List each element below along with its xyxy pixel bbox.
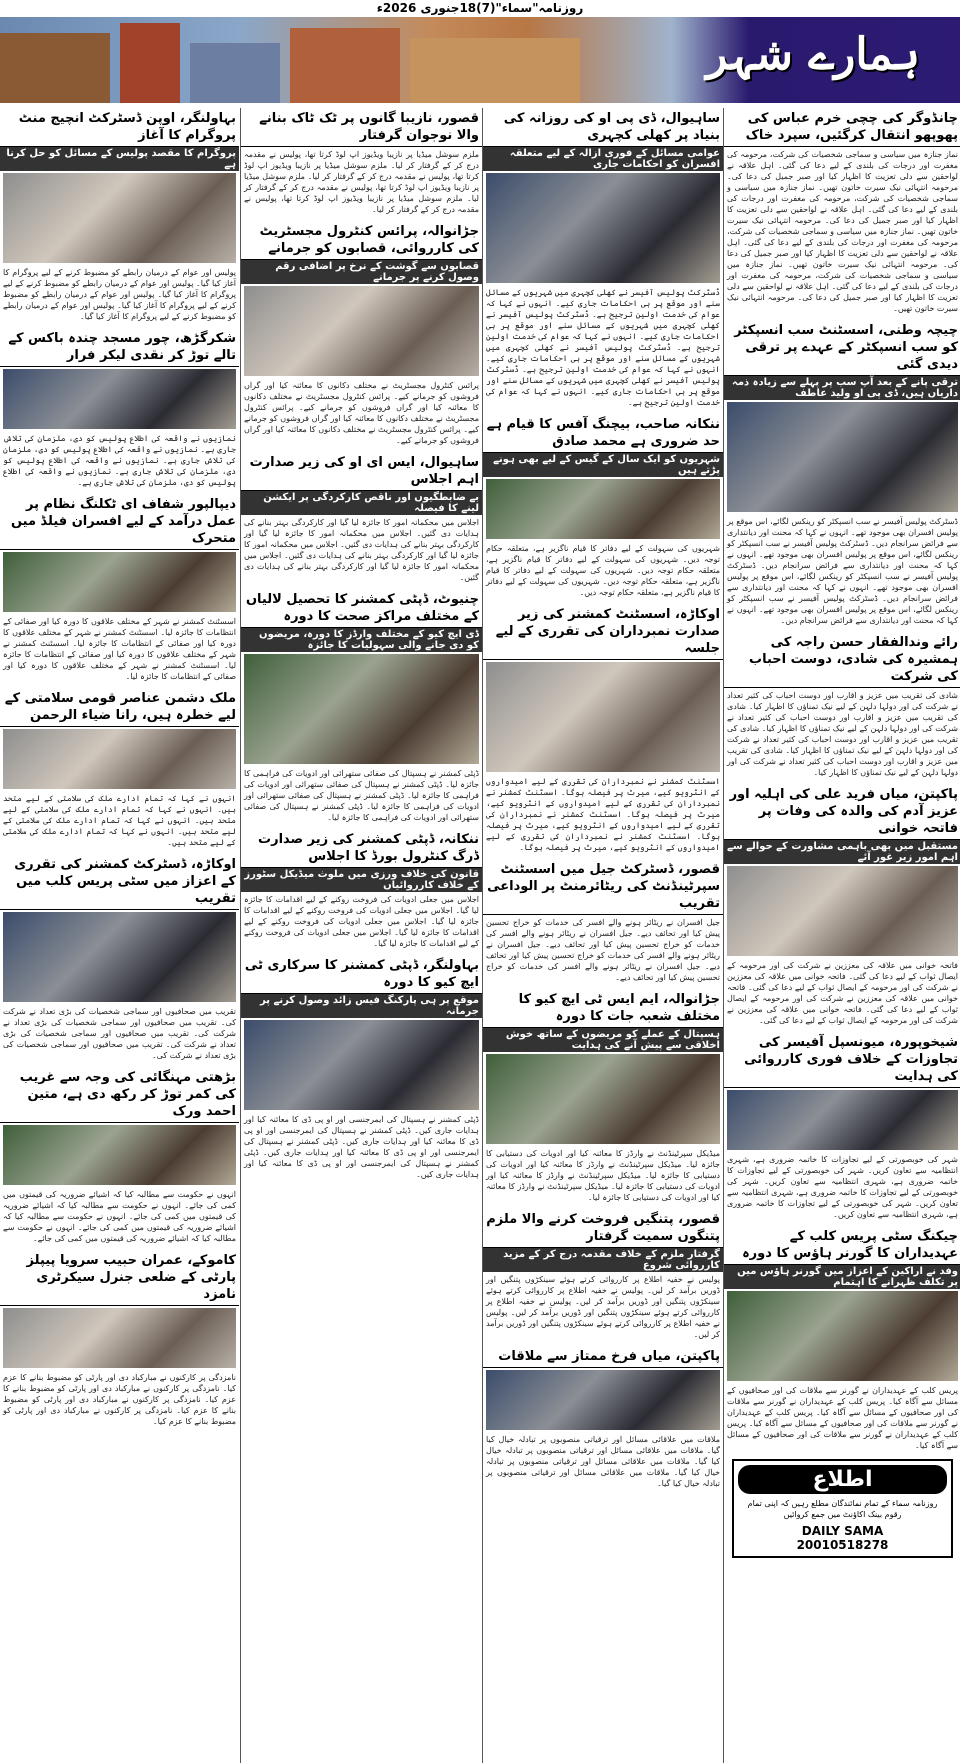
banner-palace-image xyxy=(410,38,580,103)
news-story xyxy=(241,955,482,1182)
story-body: انہوں نے کہا کہ تمام ادارے ملک کی سلامتی کے لیے متحد ہیں۔ انہوں نے کہا کہ تمام ادارے ملک کی سلامتی کے لیے متحد ہیں۔ انہوں نے کہا کہ تمام ادارے ملک کی سلامتی کے لیے متحد ہیں۔ انہوں نے کہا کہ تمام ادارے ملک کی سلامتی کے لیے متحد ہیں۔ xyxy=(3,794,236,847)
news-story xyxy=(241,829,482,951)
news-story xyxy=(241,221,482,448)
story-headline: پاکپتن، میاں فرید علی کی اہلیہ اور عزیز آدم کی والدہ کی وفات پر فاتحہ خوانی xyxy=(724,784,960,840)
news-story xyxy=(0,494,239,684)
story-headline: دیپالپور شفاف ای ٹکلنگ نظام پر عمل درآمد کے لیے افسران فیلڈ میں متحرک xyxy=(0,494,239,550)
story-subheadline: بے ضابطگیوں اور ناقص کارکردگی پر ایکشن لینے کا فیصلہ xyxy=(241,491,482,515)
story-body: اسسٹنٹ کمشنر نے شہر کے مختلف علاقوں کا دورہ کیا اور صفائی کے انتظامات کا جائزہ لیا۔ اسسٹنٹ کمشنر نے شہر کے مختلف علاقوں کا دورہ کیا اور صفائی کے انتظامات کا جائزہ لیا۔ اسسٹنٹ کمشنر نے شہر کے مختلف علاقوں کا دورہ کیا اور صفائی کے انتظامات کا جائزہ لیا۔ اسسٹنٹ کمشنر نے شہر کے مختلف علاقوں کا دورہ کیا اور صفائی کے انتظامات کا جائزہ لیا۔ xyxy=(3,617,236,681)
story-photo xyxy=(244,1020,479,1110)
story-photo xyxy=(486,662,720,772)
story-photo xyxy=(486,479,720,539)
story-photo xyxy=(3,912,236,1002)
notice-body: روزنامہ سماء کے تمام نمائندگان مطلع رہیں کہ اپنی تمام رقوم بینک اکاؤنٹ میں جمع کروائیں xyxy=(747,1499,938,1519)
story-photo xyxy=(486,173,720,283)
story-body: ڈپٹی کمشنر نے ہسپتال کی ایمرجنسی اور او پی ڈی کا معائنہ کیا اور ہدایات جاری کیں۔ ڈپٹی کمشنر نے ہسپتال کی ایمرجنسی اور او پی ڈی کا معائنہ کیا اور ہدایات جاری کیں۔ ڈپٹی کمشنر نے ہسپتال کی ایمرجنسی اور او پی ڈی کا معائنہ کیا اور ہدایات جاری کیں۔ ڈپٹی کمشنر نے ہسپتال کی ایمرجنسی اور او پی ڈی کا معائنہ کیا اور ہدایات جاری کیں۔ xyxy=(244,1115,479,1179)
story-photo xyxy=(3,173,236,263)
story-subheadline: گرفتار ملزم کے خلاف مقدمہ درج کر کے مزید کارروائی شروع xyxy=(483,1248,723,1272)
story-headline: ساہیوال، ایس ای او کی زیر صدارت اہم اجلاس xyxy=(241,452,482,491)
news-story xyxy=(483,1209,723,1342)
story-subheadline: شہریوں کو ایک سال کے گیس کے لیے بھی ہونے پڑتے ہیں xyxy=(483,453,723,477)
story-headline: اوکاڑہ، اسسٹنٹ کمشنر کی زیر صدارت نمبرداران کی تقرری کے لیے جلسہ xyxy=(483,604,723,660)
news-story xyxy=(483,1346,723,1491)
story-headline: بڑھتی مہنگائی کی وجہ سے غریب کی کمر توڑ کر رکھ دی ہے، متین احمد ورک xyxy=(0,1067,239,1123)
story-headline: ننکانہ، ڈپٹی کمشنر کی زیر صدارت ڈرگ کنٹرول بورڈ کا اجلاس xyxy=(241,829,482,868)
story-headline: قصور، ڈسٹرکٹ جیل میں اسسٹنٹ سپرٹینڈنٹ کی ریٹائرمنٹ پر الوداعی تقریب xyxy=(483,859,723,915)
notice-account: 20010518278 xyxy=(796,1538,889,1552)
story-headline: جڑانوالہ، پرائس کنٹرول مجسٹریٹ کی کارروائی، قصابوں کو جرمانے xyxy=(241,221,482,260)
story-photo xyxy=(3,1308,236,1368)
news-story xyxy=(483,859,723,985)
news-story xyxy=(724,1226,960,1453)
story-headline: چانڈوگر کی چچی خرم عباس کی پھوپھو انتقال کرگئیں، سپرد خاک xyxy=(724,108,960,147)
story-body: پریس کلب کے عہدیداران نے گورنر سے ملاقات کی اور صحافیوں کے مسائل سے آگاہ کیا۔ پریس کلب کے عہدیداران نے گورنر سے ملاقات کی اور صحافیوں کے مسائل سے آگاہ کیا۔ پریس کلب کے عہدیداران نے گورنر سے ملاقات کی اور صحافیوں کے مسائل سے آگاہ کیا۔ پریس کلب کے عہدیداران نے گورنر سے ملاقات کی اور صحافیوں کے مسائل سے آگاہ کیا۔ xyxy=(727,1386,958,1450)
banner-tower-image xyxy=(120,23,180,103)
story-headline: پاکپتن، میاں فرخ ممتاز سے ملاقات xyxy=(483,1346,723,1368)
story-body: پرائس کنٹرول مجسٹریٹ نے مختلف دکانوں کا معائنہ کیا اور گراں فروشوں کو جرمانے کیے۔ پرائس کنٹرول مجسٹریٹ نے مختلف دکانوں کا معائنہ کیا اور گراں فروشوں کو جرمانے کیے۔ پرائس کنٹرول مجسٹریٹ نے مختلف دکانوں کا معائنہ کیا اور گراں فروشوں کو جرمانے کیے۔ پرائس کنٹرول مجسٹریٹ نے مختلف دکانوں کا معائنہ کیا اور گراں فروشوں کو جرمانے کیے۔ xyxy=(244,381,479,445)
story-body: نماز جنازہ میں سیاسی و سماجی شخصیات کی شرکت، مرحومہ کی مغفرت اور درجات کی بلندی کے لیے دعا کی گئی۔ اہل علاقہ نے لواحقین سے دلی تعزیت کا اظہار کیا اور صبر جمیل کی دعا کی۔ مرحومہ انتہائی نیک سیرت خاتون تھیں۔ نماز جنازہ میں سیاسی و سماجی شخصیات کی شرکت، مرحومہ کی مغفرت اور درجات کی بلندی کے لیے دعا کی گئی۔ اہل علاقہ نے لواحقین سے دلی تعزیت کا اظہار کیا اور صبر جمیل کی دعا کی۔ مرحومہ انتہائی نیک سیرت خاتون تھیں۔ نماز جنازہ میں سیاسی و سماجی شخصیات کی شرکت، مرحومہ کی مغفرت اور درجات کی بلندی کے لیے دعا کی گئی۔ اہل علاقہ نے لواحقین سے دلی تعزیت کا اظہار کیا اور صبر جمیل کی دعا کی۔ مرحومہ انتہائی نیک سیرت خاتون تھیں۔ نماز جنازہ میں سیاسی و سماجی شخصیات کی شرکت، مرحومہ کی مغفرت اور درجات کی بلندی کے لیے دعا کی گئی۔ اہل علاقہ نے لواحقین سے دلی تعزیت کا اظہار کیا اور صبر جمیل کی دعا کی۔ مرحومہ انتہائی نیک سیرت خاتون تھیں۔ xyxy=(727,150,958,313)
story-headline: ملک دشمن عناصر قومی سلامتی کے لیے خطرہ ہیں، رانا ضیاء الرحمن xyxy=(0,688,239,727)
news-story xyxy=(0,854,239,1063)
section-banner xyxy=(0,17,960,103)
column-3 xyxy=(240,108,482,1763)
story-subheadline: قانون کی خلاف ورزی میں ملوث میڈیکل سٹورز کے خلاف کارروائیاں xyxy=(241,868,482,892)
news-story xyxy=(0,108,239,324)
news-story xyxy=(724,632,960,780)
column-1 xyxy=(723,108,960,1763)
story-photo xyxy=(727,866,958,956)
story-photo xyxy=(244,654,479,764)
story-body: ڈپٹی کمشنر نے ہسپتال کی صفائی ستھرائی اور ادویات کی فراہمی کا جائزہ لیا۔ ڈپٹی کمشنر نے ہسپتال کی صفائی ستھرائی اور ادویات کی فراہمی کا جائزہ لیا۔ ڈپٹی کمشنر نے ہسپتال کی صفائی ستھرائی اور ادویات کی فراہمی کا جائزہ لیا۔ ڈپٹی کمشنر نے ہسپتال کی صفائی ستھرائی اور ادویات کی فراہمی کا جائزہ لیا۔ xyxy=(244,769,479,822)
banner-building-image xyxy=(0,33,110,103)
story-headline: بہاولنگر، ڈپٹی کمشنر کا سرکاری ٹی ایچ کیو کا دورہ xyxy=(241,955,482,994)
news-story xyxy=(483,108,723,410)
story-headline: رائے وندالفقار حسن راجہ کی ہمشیرہ کی شادی، دوست احباب کی شرکت xyxy=(724,632,960,688)
story-photo xyxy=(3,369,236,429)
story-subheadline: ڈی ایچ کیو کے مختلف وارڈز کا دورہ، مریضوں کو دی جانے والی سہولیات کا جائزہ xyxy=(241,628,482,652)
news-story xyxy=(241,452,482,585)
story-headline: شیخوپورہ، میونسپل آفیسر کی تجاوزات کے خلاف فوری کارروائی کی ہدایت xyxy=(724,1032,960,1088)
story-headline: چیکنگ سٹی پریس کلب کے عہدیداران کا گورنر ہاؤس کا دورہ xyxy=(724,1226,960,1265)
news-story xyxy=(724,320,960,628)
news-story xyxy=(483,414,723,600)
story-body: پولیس اور عوام کے درمیان رابطے کو مضبوط کرنے کے لیے پروگرام کا آغاز کیا گیا۔ پولیس اور عوام کے درمیان رابطے کو مضبوط کرنے کے لیے پروگرام کا آغاز کیا گیا۔ پولیس اور عوام کے درمیان رابطے کو مضبوط کرنے کے لیے پروگرام کا آغاز کیا گیا۔ پولیس اور عوام کے درمیان رابطے کو مضبوط کرنے کے لیے پروگرام کا آغاز کیا گیا۔ xyxy=(3,268,236,321)
banner-fort-image xyxy=(290,28,400,103)
story-headline: قصور، پتنگیں فروخت کرنے والا ملزم پتنگوں سمیت گرفتار xyxy=(483,1209,723,1248)
news-story xyxy=(0,328,239,490)
story-body: تقریب میں صحافیوں اور سماجی شخصیات کی بڑی تعداد نے شرکت کی۔ تقریب میں صحافیوں اور سماجی شخصیات کی بڑی تعداد نے شرکت کی۔ تقریب میں صحافیوں اور سماجی شخصیات کی بڑی تعداد نے شرکت کی۔ تقریب میں صحافیوں اور سماجی شخصیات کی بڑی تعداد نے شرکت کی۔ xyxy=(3,1007,236,1060)
story-body: شادی کی تقریب میں عزیز و اقارب اور دوست احباب کی کثیر تعداد نے شرکت کی اور دولہا دلہن کے لیے نیک تمناؤں کا اظہار کیا۔ شادی کی تقریب میں عزیز و اقارب اور دوست احباب کی کثیر تعداد نے شرکت کی اور دولہا دلہن کے لیے نیک تمناؤں کا اظہار کیا۔ شادی کی تقریب میں عزیز و اقارب اور دوست احباب کی کثیر تعداد نے شرکت کی اور دولہا دلہن کے لیے نیک تمناؤں کا اظہار کیا۔ شادی کی تقریب میں عزیز و اقارب اور دوست احباب کی کثیر تعداد نے شرکت کی اور دولہا دلہن کے لیے نیک تمناؤں کا اظہار کیا۔ xyxy=(727,691,958,777)
story-photo xyxy=(3,729,236,789)
story-body: انہوں نے حکومت سے مطالبہ کیا کہ اشیائے ضروریہ کی قیمتوں میں کمی کی جائے۔ انہوں نے حکومت سے مطالبہ کیا کہ اشیائے ضروریہ کی قیمتوں میں کمی کی جائے۔ انہوں نے حکومت سے مطالبہ کیا کہ اشیائے ضروریہ کی قیمتوں میں کمی کی جائے۔ انہوں نے حکومت سے مطالبہ کیا کہ اشیائے ضروریہ کی قیمتوں میں کمی کی جائے۔ xyxy=(3,1190,236,1243)
story-body: اجلاس میں محکمانہ امور کا جائزہ لیا گیا اور کارکردگی بہتر بنانے کی ہدایات دی گئیں۔ اجلاس میں محکمانہ امور کا جائزہ لیا گیا اور کارکردگی بہتر بنانے کی ہدایات دی گئیں۔ اجلاس میں محکمانہ امور کا جائزہ لیا گیا اور کارکردگی بہتر بنانے کی ہدایات دی گئیں۔ اجلاس میں محکمانہ امور کا جائزہ لیا گیا اور کارکردگی بہتر بنانے کی ہدایات دی گئیں۔ xyxy=(244,518,479,582)
story-body: اسسٹنٹ کمشنر نے نمبرداران کی تقرری کے لیے امیدواروں کے انٹرویو کیے، میرٹ پر فیصلہ ہوگا۔ اسسٹنٹ کمشنر نے نمبرداران کی تقرری کے لیے امیدواروں کے انٹرویو کیے، میرٹ پر فیصلہ ہوگا۔ اسسٹنٹ کمشنر نے نمبرداران کی تقرری کے لیے امیدواروں کے انٹرویو کیے، میرٹ پر فیصلہ ہوگا۔ اسسٹنٹ کمشنر نے نمبرداران کی تقرری کے لیے امیدواروں کے انٹرویو کیے، میرٹ پر فیصلہ ہوگا۔ xyxy=(486,777,720,852)
story-photo xyxy=(727,402,958,512)
story-body: ڈسٹرکٹ پولیس آفیسر نے کھلی کچہری میں شہریوں کے مسائل سنے اور موقع پر ہی احکامات جاری کیے۔ انہوں نے کہا کہ عوام کی خدمت اولین ترجیح ہے۔ ڈسٹرکٹ پولیس آفیسر نے کھلی کچہری میں شہریوں کے مسائل سنے اور موقع پر ہی احکامات جاری کیے۔ انہوں نے کہا کہ عوام کی خدمت اولین ترجیح ہے۔ ڈسٹرکٹ پولیس آفیسر نے کھلی کچہری میں شہریوں کے مسائل سنے اور موقع پر ہی احکامات جاری کیے۔ انہوں نے کہا کہ عوام کی خدمت اولین ترجیح ہے۔ ڈسٹرکٹ پولیس آفیسر نے کھلی کچہری میں شہریوں کے مسائل سنے اور موقع پر ہی احکامات جاری کیے۔ انہوں نے کہا کہ عوام کی خدمت اولین ترجیح ہے۔ xyxy=(486,288,720,407)
notice-box xyxy=(732,1459,953,1558)
news-story xyxy=(241,589,482,825)
notice-name: DAILY SAMA xyxy=(801,1524,884,1538)
story-body: ملاقات میں علاقائی مسائل اور ترقیاتی منصوبوں پر تبادلہ خیال کیا گیا۔ ملاقات میں علاقائی مسائل اور ترقیاتی منصوبوں پر تبادلہ خیال کیا گیا۔ ملاقات میں علاقائی مسائل اور ترقیاتی منصوبوں پر تبادلہ خیال کیا گیا۔ ملاقات میں علاقائی مسائل اور ترقیاتی منصوبوں پر تبادلہ خیال کیا گیا۔ xyxy=(486,1435,720,1488)
story-headline: بہاولنگر، اوپن ڈسٹرکٹ انچیج منٹ پروگرام کا آغاز xyxy=(0,108,239,147)
story-subheadline: قصابوں سے گوشت کے نرخ پر اضافی رقم وصول کرنے پر جرمانے xyxy=(241,260,482,284)
story-headline: ننکانہ صاحب، بیچنگ آفس کا قیام ہے حد ضروری ہے محمد صادق xyxy=(483,414,723,453)
notice-title: اطلاع xyxy=(738,1465,947,1494)
story-body: نمازیوں نے واقعہ کی اطلاع پولیس کو دی، ملزمان کی تلاش جاری ہے۔ نمازیوں نے واقعہ کی اطلاع پولیس کو دی، ملزمان کی تلاش جاری ہے۔ نمازیوں نے واقعہ کی اطلاع پولیس کو دی، ملزمان کی تلاش جاری ہے۔ نمازیوں نے واقعہ کی اطلاع پولیس کو دی، ملزمان کی تلاش جاری ہے۔ xyxy=(3,434,236,487)
story-headline: ساہیوال، ڈی پی او کی روزانہ کی بنیاد پر کھلی کچہری xyxy=(483,108,723,147)
news-story xyxy=(483,604,723,855)
story-headline: قصور، نازیبا گانوں پر ٹک ٹاک بنانے والا نوجوان گرفتار xyxy=(241,108,482,147)
story-photo xyxy=(486,1054,720,1144)
story-photo xyxy=(727,1090,958,1150)
story-body: ڈسٹرکٹ پولیس آفیسر نے سب انسپکٹر کو رینکس لگائے، اس موقع پر پولیس افسران بھی موجود تھے۔ انہوں نے کہا کہ محنت اور دیانتداری سے فرائض سرانجام دیں۔ ڈسٹرکٹ پولیس آفیسر نے سب انسپکٹر کو رینکس لگائے، اس موقع پر پولیس افسران بھی موجود تھے۔ انہوں نے کہا کہ محنت اور دیانتداری سے فرائض سرانجام دیں۔ ڈسٹرکٹ پولیس آفیسر نے سب انسپکٹر کو رینکس لگائے، اس موقع پر پولیس افسران بھی موجود تھے۔ انہوں نے کہا کہ محنت اور دیانتداری سے فرائض سرانجام دیں۔ ڈسٹرکٹ پولیس آفیسر نے سب انسپکٹر کو رینکس لگائے، اس موقع پر پولیس افسران بھی موجود تھے۔ انہوں نے کہا کہ محنت اور دیانتداری سے فرائض سرانجام دیں۔ xyxy=(727,517,958,625)
story-body: میڈیکل سپرٹینڈنٹ نے وارڈز کا معائنہ کیا اور ادویات کی دستیابی کا جائزہ لیا۔ میڈیکل سپرٹینڈنٹ نے وارڈز کا معائنہ کیا اور ادویات کی دستیابی کا جائزہ لیا۔ میڈیکل سپرٹینڈنٹ نے وارڈز کا معائنہ کیا اور ادویات کی دستیابی کا جائزہ لیا۔ میڈیکل سپرٹینڈنٹ نے وارڈز کا معائنہ کیا اور ادویات کی دستیابی کا جائزہ لیا۔ xyxy=(486,1149,720,1202)
story-photo xyxy=(486,1370,720,1430)
banner-monument-image xyxy=(190,43,280,103)
column-4 xyxy=(0,108,239,1763)
news-story xyxy=(0,1250,239,1429)
news-story xyxy=(241,108,482,217)
story-subheadline: پروگرام کا مقصد پولیس کے مسائل کو حل کرنا ہے xyxy=(0,147,239,171)
story-body: فاتحہ خوانی میں علاقہ کی معززین نے شرکت کی اور مرحومہ کے ایصال ثواب کے لیے دعا کی گئی۔ فاتحہ خوانی میں علاقہ کی معززین نے شرکت کی اور مرحومہ کے ایصال ثواب کے لیے دعا کی گئی۔ فاتحہ خوانی میں علاقہ کی معززین نے شرکت کی اور مرحومہ کے ایصال ثواب کے لیے دعا کی گئی۔ فاتحہ خوانی میں علاقہ کی معززین نے شرکت کی اور مرحومہ کے ایصال ثواب کے لیے دعا کی گئی۔ xyxy=(727,961,958,1025)
story-subheadline: ہسپتال کے عملے کو مریضوں کے ساتھ خوش اخلاقی سے پیش آنے کی ہدایت xyxy=(483,1028,723,1052)
story-photo xyxy=(244,286,479,376)
news-story xyxy=(724,1032,960,1222)
story-subheadline: عوامی مسائل کے فوری ازالہ کے لیے متعلقہ افسران کو احکامات جاری xyxy=(483,147,723,171)
story-body: شہریوں کی سہولت کے لیے دفاتر کا قیام ناگزیر ہے، متعلقہ حکام توجہ دیں۔ شہریوں کی سہولت کے لیے دفاتر کا قیام ناگزیر ہے، متعلقہ حکام توجہ دیں۔ شہریوں کی سہولت کے لیے دفاتر کا قیام ناگزیر ہے، متعلقہ حکام توجہ دیں۔ شہریوں کی سہولت کے لیے دفاتر کا قیام ناگزیر ہے، متعلقہ حکام توجہ دیں۔ xyxy=(486,544,720,597)
story-headline: اوکاڑہ، ڈسٹرکٹ کمشنر کی تقرری کے اعزاز میں سٹی پریس کلب میں تقریب xyxy=(0,854,239,910)
story-photo xyxy=(3,552,236,612)
story-body: نامزدگی پر کارکنوں نے مبارکباد دی اور پارٹی کو مضبوط بنانے کا عزم کیا۔ نامزدگی پر کارکنوں نے مبارکباد دی اور پارٹی کو مضبوط بنانے کا عزم کیا۔ نامزدگی پر کارکنوں نے مبارکباد دی اور پارٹی کو مضبوط بنانے کا عزم کیا۔ نامزدگی پر کارکنوں نے مبارکباد دی اور پارٹی کو مضبوط بنانے کا عزم کیا۔ xyxy=(3,1373,236,1426)
dateline: روزنامہ"سماء"(7)18جنوری 2026ء xyxy=(376,1,584,15)
story-body: شہر کی خوبصورتی کے لیے تجاوزات کا خاتمہ ضروری ہے، شہری انتظامیہ سے تعاون کریں۔ شہر کی خوبصورتی کے لیے تجاوزات کا خاتمہ ضروری ہے، شہری انتظامیہ سے تعاون کریں۔ شہر کی خوبصورتی کے لیے تجاوزات کا خاتمہ ضروری ہے، شہری انتظامیہ سے تعاون کریں۔ شہر کی خوبصورتی کے لیے تجاوزات کا خاتمہ ضروری ہے، شہری انتظامیہ سے تعاون کریں۔ xyxy=(727,1155,958,1219)
story-subheadline: موقع پر ہی پارکنگ فیس زائد وصول کرنے پر جرمانہ xyxy=(241,994,482,1018)
story-headline: چیچہ وطنی، اسسٹنٹ سب انسپکٹر کو سب انسپکٹر کے عہدے پر ترقی دیدی گئی xyxy=(724,320,960,376)
story-headline: چنیوٹ، ڈپٹی کمشنر کا تحصیل لالیاں کے مختلف مراکز صحت کا دورہ xyxy=(241,589,482,628)
story-body: ملزم سوشل میڈیا پر نازیبا ویڈیوز اپ لوڈ کرتا تھا، پولیس نے مقدمہ درج کر کے گرفتار کر لیا۔ ملزم سوشل میڈیا پر نازیبا ویڈیوز اپ لوڈ کرتا تھا، پولیس نے مقدمہ درج کر کے گرفتار کر لیا۔ ملزم سوشل میڈیا پر نازیبا ویڈیوز اپ لوڈ کرتا تھا، پولیس نے مقدمہ درج کر کے گرفتار کر لیا۔ ملزم سوشل میڈیا پر نازیبا ویڈیوز اپ لوڈ کرتا تھا، پولیس نے مقدمہ درج کر کے گرفتار کر لیا۔ xyxy=(244,150,479,214)
news-story xyxy=(724,784,960,1028)
story-photo xyxy=(3,1125,236,1185)
story-subheadline: وفد نے اراکین کے اعزاز میں گورنر ہاؤس میں پر تکلف ظہرانے کا اہتمام xyxy=(724,1265,960,1289)
story-headline: شکرگڑھ، چور مسجد چندہ باکس کے تالے توڑ کر نقدی لیکر فرار xyxy=(0,328,239,367)
story-photo xyxy=(727,1291,958,1381)
story-body: اجلاس میں جعلی ادویات کی فروخت روکنے کے لیے اقدامات کا جائزہ لیا گیا۔ اجلاس میں جعلی ادویات کی فروخت روکنے کے لیے اقدامات کا جائزہ لیا گیا۔ اجلاس میں جعلی ادویات کی فروخت روکنے کے لیے اقدامات کا جائزہ لیا گیا۔ اجلاس میں جعلی ادویات کی فروخت روکنے کے لیے اقدامات کا جائزہ لیا گیا۔ xyxy=(244,895,479,948)
news-story xyxy=(0,688,239,850)
story-headline: کاموکے، عمران حبیب سرویا پیپلز پارٹی کے ضلعی جنرل سیکرٹری نامزد xyxy=(0,1250,239,1306)
news-story xyxy=(0,1067,239,1246)
story-headline: جڑانوالہ، ایم ایس ٹی ایچ کیو کا مختلف شعبہ جات کا دورہ xyxy=(483,989,723,1028)
news-story xyxy=(724,108,960,316)
section-title: ہمارے شہر xyxy=(706,29,920,80)
story-body: جیل افسران نے ریٹائر ہونے والے افسر کی خدمات کو خراج تحسین پیش کیا اور تحائف دیے۔ جیل افسران نے ریٹائر ہونے والے افسر کی خدمات کو خراج تحسین پیش کیا اور تحائف دیے۔ جیل افسران نے ریٹائر ہونے والے افسر کی خدمات کو خراج تحسین پیش کیا اور تحائف دیے۔ جیل افسران نے ریٹائر ہونے والے افسر کی خدمات کو خراج تحسین پیش کیا اور تحائف دیے۔ xyxy=(486,918,720,982)
story-subheadline: ترقی پانے کے بعد آپ سب پر پہلے سے زیادہ ذمہ داریاں ہیں، ڈی پی او ولید عاطف xyxy=(724,376,960,400)
story-subheadline: مستقبل میں بھی باہمی مشاورت کے حوالے سے اہم امور زیر غور آئے xyxy=(724,840,960,864)
story-body: پولیس نے خفیہ اطلاع پر کارروائی کرتے ہوئے سینکڑوں پتنگیں اور ڈوریں برآمد کر لیں۔ پولیس نے خفیہ اطلاع پر کارروائی کرتے ہوئے سینکڑوں پتنگیں اور ڈوریں برآمد کر لیں۔ پولیس نے خفیہ اطلاع پر کارروائی کرتے ہوئے سینکڑوں پتنگیں اور ڈوریں برآمد کر لیں۔ پولیس نے خفیہ اطلاع پر کارروائی کرتے ہوئے سینکڑوں پتنگیں اور ڈوریں برآمد کر لیں۔ xyxy=(486,1275,720,1339)
column-2 xyxy=(482,108,723,1763)
news-story xyxy=(483,989,723,1205)
